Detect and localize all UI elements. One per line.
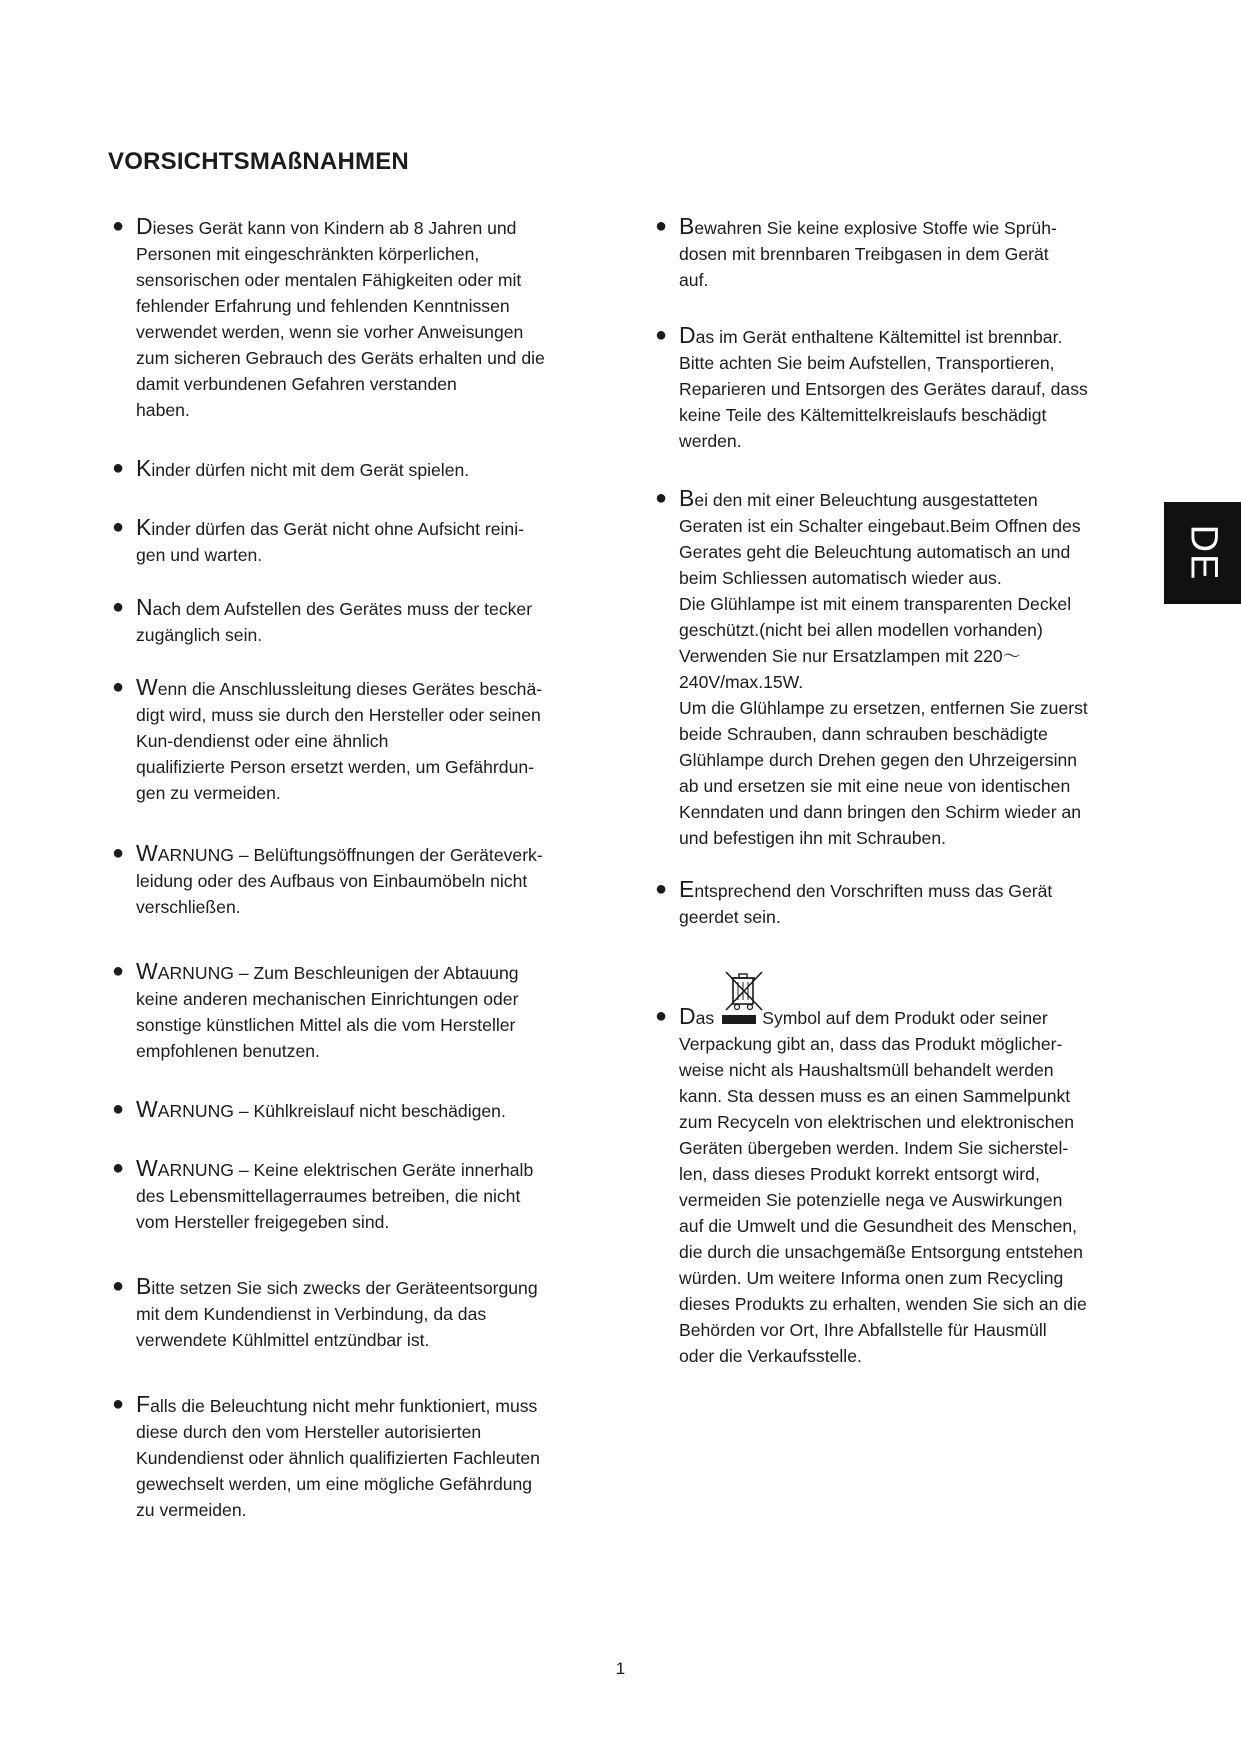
list-item-line: haben. bbox=[136, 400, 190, 420]
list-item-text: inder dürfen nicht mit dem Gerät spielen. bbox=[151, 460, 470, 480]
bullet-icon: ● bbox=[112, 516, 125, 538]
initial-letter: F bbox=[136, 1391, 151, 1417]
list-item-line: verwendete Kühlmittel entzündbar ist. bbox=[136, 1330, 430, 1350]
list-item-text: alls die Beleuchtung nicht mehr funktioniert, muss bbox=[150, 1396, 538, 1416]
bullet-icon: ● bbox=[655, 215, 668, 237]
list-item-line: gewechselt werden, um eine mögliche Gefährdung bbox=[136, 1474, 533, 1494]
list-item bbox=[112, 1391, 598, 1523]
list-item bbox=[112, 455, 598, 483]
list-item-line bbox=[679, 876, 1153, 904]
list-item bbox=[112, 1155, 598, 1235]
list-item-line bbox=[136, 1096, 598, 1124]
list-item bbox=[112, 958, 598, 1064]
list-item bbox=[112, 1273, 598, 1353]
list-item-line: würden. Um weitere Informa onen zum Recycling bbox=[679, 1268, 1064, 1288]
weee-list-item bbox=[655, 1003, 1153, 1369]
initial-letter: N bbox=[136, 594, 153, 620]
list-item-line: len, dass dieses Produkt korrekt entsorgt wird, bbox=[679, 1164, 1040, 1184]
list-item-line: keine Teile des Kältemittelkreislaufs beschädigt bbox=[679, 405, 1047, 425]
list-item bbox=[112, 840, 598, 920]
list-item-line: die durch die unsachgemäße Entsorgung entstehen bbox=[679, 1242, 1083, 1262]
list-item-line: weise nicht als Haushaltsmüll behandelt werden bbox=[679, 1060, 1054, 1080]
list-item-line: Behörden vor Ort, Ihre Abfallstelle für Hausmüll bbox=[679, 1320, 1047, 1340]
list-item bbox=[112, 213, 598, 423]
bullet-icon: ● bbox=[112, 676, 125, 698]
list-item-text: inder dürfen das Gerät nicht ohne Aufsicht reini- bbox=[151, 519, 524, 539]
list-item bbox=[112, 674, 598, 806]
list-item-text: enn die Anschlussleitung dieses Gerätes beschä- bbox=[157, 679, 543, 699]
list-item-line: Kun-dendienst oder eine ähnlich bbox=[136, 731, 389, 751]
bullet-icon: ● bbox=[655, 878, 668, 900]
bullet-icon: ● bbox=[112, 596, 125, 618]
initial-letter: D bbox=[679, 322, 696, 348]
bullet-icon: ● bbox=[112, 457, 125, 479]
list-item-line bbox=[136, 840, 598, 868]
list-item-line: geerdet sein. bbox=[679, 907, 781, 927]
list-item-text: itte setzen Sie sich zwecks der Geräteentsorgung bbox=[151, 1278, 538, 1298]
initial-letter: W bbox=[136, 674, 158, 700]
initial-letter: E bbox=[679, 876, 695, 902]
list-item-line bbox=[136, 514, 598, 542]
bullet-icon: ● bbox=[112, 1393, 125, 1415]
list-item-line bbox=[136, 1155, 598, 1183]
list-item-line: verwendet werden, wenn sie vorher Anweisungen bbox=[136, 322, 524, 342]
language-tab-label: DE bbox=[1182, 524, 1224, 582]
bullet-icon: ● bbox=[655, 1005, 668, 1027]
list-item-line: Die Glühlampe ist mit einem transparenten Deckel bbox=[679, 594, 1072, 614]
list-item-line: empfohlenen benutzen. bbox=[136, 1041, 320, 1061]
initial-letter: D bbox=[136, 213, 153, 239]
list-item-line: dieses Produkts zu erhalten, wenden Sie sich an die bbox=[679, 1294, 1087, 1314]
list-item-line: Gerates geht die Beleuchtung automatisch an und bbox=[679, 542, 1071, 562]
list-item bbox=[655, 213, 1153, 293]
list-item-line: Um die Glühlampe zu ersetzen, entfernen Sie zuerst bbox=[679, 698, 1088, 718]
list-item-line: zugänglich sein. bbox=[136, 625, 263, 645]
initial-letter: B bbox=[679, 213, 695, 239]
list-item-line bbox=[136, 594, 598, 622]
initial-letter: D bbox=[679, 1003, 696, 1029]
list-item-line: beim Schliessen automatisch wieder aus. bbox=[679, 568, 1002, 588]
list-item-line: Reparieren und Entsorgen des Gerätes darauf, dass bbox=[679, 379, 1088, 399]
list-item-line: fehlender Erfahrung und fehlenden Kenntnissen bbox=[136, 296, 510, 316]
list-item-line: mit dem Kundendienst in Verbindung, da das bbox=[136, 1304, 487, 1324]
list-item-line: geschützt.(nicht bei allen modellen vorhanden) bbox=[679, 620, 1043, 640]
list-item-line bbox=[679, 213, 1153, 241]
list-item-line: Geräten übergeben werden. Indem Sie sicherstel- bbox=[679, 1138, 1069, 1158]
initial-letter: B bbox=[136, 1273, 152, 1299]
list-item-line bbox=[136, 455, 598, 483]
initial-letter: B bbox=[679, 485, 695, 511]
list-item-line: zu vermeiden. bbox=[136, 1500, 247, 1520]
list-item-text: ARNUNG – Zum Beschleunigen der Abtauung bbox=[157, 963, 519, 983]
list-item-line: sonstige künstlichen Mittel als die vom Hersteller bbox=[136, 1015, 516, 1035]
bullet-icon: ● bbox=[112, 1098, 125, 1120]
list-item-text: as bbox=[695, 1008, 715, 1028]
list-item-line: damit verbundenen Gefahren verstanden bbox=[136, 374, 457, 394]
list-item-text: ARNUNG – Kühlkreislauf nicht beschädigen. bbox=[157, 1101, 506, 1121]
list-item-line bbox=[136, 1273, 598, 1301]
list-item-line: Verpackung gibt an, dass das Produkt möglicher- bbox=[679, 1034, 1063, 1054]
list-item-line: zum sicheren Gebrauch des Geräts erhalten und die bbox=[136, 348, 545, 368]
page-title: VORSICHTSMAßNAHMEN bbox=[108, 148, 409, 175]
list-item-line: leidung oder des Aufbaus von Einbaumöbeln nicht bbox=[136, 871, 528, 891]
list-item-text: ARNUNG – Belüftungsöffnungen der Geräteverk- bbox=[157, 845, 543, 865]
list-item-line: zum Recyceln von elektrischen und elektronischen bbox=[679, 1112, 1075, 1132]
initial-letter: W bbox=[136, 1096, 158, 1122]
list-item-text: ieses Gerät kann von Kindern ab 8 Jahren und bbox=[152, 218, 517, 238]
list-item-line: kann. Sta dessen muss es an einen Sammelpunkt bbox=[679, 1086, 1071, 1106]
bullet-icon: ● bbox=[112, 960, 125, 982]
page-number: 1 bbox=[615, 1659, 626, 1678]
bullet-icon: ● bbox=[112, 1157, 125, 1179]
list-item-line: diese durch den vom Hersteller autorisierten bbox=[136, 1422, 482, 1442]
bullet-icon: ● bbox=[112, 842, 125, 864]
list-item-line: auf. bbox=[679, 270, 709, 290]
list-item bbox=[655, 876, 1153, 930]
list-item-text: Symbol auf dem Produkt oder seiner bbox=[762, 1008, 1048, 1028]
list-item-line bbox=[679, 485, 1153, 513]
initial-letter: W bbox=[136, 1155, 158, 1181]
list-item-line: und befestigen ihn mit Schrauben. bbox=[679, 828, 947, 848]
list-item bbox=[655, 322, 1153, 454]
initial-letter: W bbox=[136, 840, 158, 866]
list-item-line: Kundendienst oder ähnlich qualifizierten Fachleuten bbox=[136, 1448, 540, 1468]
weee-bar-icon bbox=[722, 1015, 756, 1024]
list-item-line bbox=[136, 1391, 598, 1419]
list-item bbox=[655, 485, 1153, 851]
list-item bbox=[112, 1096, 598, 1124]
bullet-icon: ● bbox=[112, 215, 125, 237]
list-item-line: digt wird, muss sie durch den Hersteller oder seinen bbox=[136, 705, 541, 725]
list-item-line: dosen mit brennbaren Treibgasen in dem Gerät bbox=[679, 244, 1049, 264]
list-item-line bbox=[136, 213, 598, 241]
list-item-line: 240V/max.15W. bbox=[679, 672, 804, 692]
list-item-line bbox=[136, 674, 598, 702]
list-item-line: oder die Verkaufsstelle. bbox=[679, 1346, 862, 1366]
list-item-line: ab und ersetzen sie mit eine neue von identischen bbox=[679, 776, 1071, 796]
list-item-line: Glühlampe durch Drehen gegen den Uhrzeigersinn bbox=[679, 750, 1078, 770]
list-item-line bbox=[679, 322, 1153, 350]
list-item-line: beide Schrauben, dann schrauben beschädigte bbox=[679, 724, 1048, 744]
initial-letter: K bbox=[136, 455, 152, 481]
list-item-line: verschließen. bbox=[136, 897, 241, 917]
list-item bbox=[112, 514, 598, 568]
list-item-text: ewahren Sie keine explosive Stoffe wie Sprüh- bbox=[694, 218, 1057, 238]
list-item-line: Verwenden Sie nur Ersatzlampen mit 220～ bbox=[679, 646, 1021, 666]
list-item-line: werden. bbox=[679, 431, 742, 451]
bullet-icon: ● bbox=[655, 487, 668, 509]
list-item-line: auf die Umwelt und die Gesundheit des Menschen, bbox=[679, 1216, 1078, 1236]
list-item-line: des Lebensmittellagerraumes betreiben, die nicht bbox=[136, 1186, 521, 1206]
weee-crossed-bin-icon bbox=[722, 970, 766, 1012]
list-item-line: Personen mit eingeschränkten körperlichen, bbox=[136, 244, 480, 264]
list-item-line: Geraten ist ein Schalter eingebaut.Beim Offnen des bbox=[679, 516, 1081, 536]
initial-letter: W bbox=[136, 958, 158, 984]
list-item-line bbox=[136, 958, 598, 986]
list-item-text: ach dem Aufstellen des Gerätes muss der tecker bbox=[152, 599, 533, 619]
language-tab bbox=[1164, 502, 1241, 604]
list-item-line: gen und warten. bbox=[136, 545, 263, 565]
list-item-text: ei den mit einer Beleuchtung ausgestatteten bbox=[694, 490, 1038, 510]
list-item-text: ARNUNG – Keine elektrischen Geräte innerhalb bbox=[157, 1160, 534, 1180]
bullet-icon: ● bbox=[655, 324, 668, 346]
list-item-line: Bitte achten Sie beim Aufstellen, Transportieren, bbox=[679, 353, 1055, 373]
list-item bbox=[112, 594, 598, 648]
list-item-line: keine anderen mechanischen Einrichtungen oder bbox=[136, 989, 519, 1009]
list-item-text: ntsprechend den Vorschriften muss das Gerät bbox=[694, 881, 1053, 901]
list-item-text: as im Gerät enthaltene Kältemittel ist brennbar. bbox=[695, 327, 1063, 347]
list-item-line: vom Hersteller freigegeben sind. bbox=[136, 1212, 390, 1232]
list-item-line: Kenndaten und dann bringen den Schirm wieder an bbox=[679, 802, 1082, 822]
list-item-line: sensorischen oder mentalen Fähigkeiten oder mit bbox=[136, 270, 522, 290]
list-item-line: vermeiden Sie potenzielle nega ve Auswirkungen bbox=[679, 1190, 1063, 1210]
list-item-line: qualifizierte Person ersetzt werden, um Gefährdun- bbox=[136, 757, 535, 777]
initial-letter: K bbox=[136, 514, 152, 540]
list-item-line: gen zu vermeiden. bbox=[136, 783, 281, 803]
bullet-icon: ● bbox=[112, 1275, 125, 1297]
